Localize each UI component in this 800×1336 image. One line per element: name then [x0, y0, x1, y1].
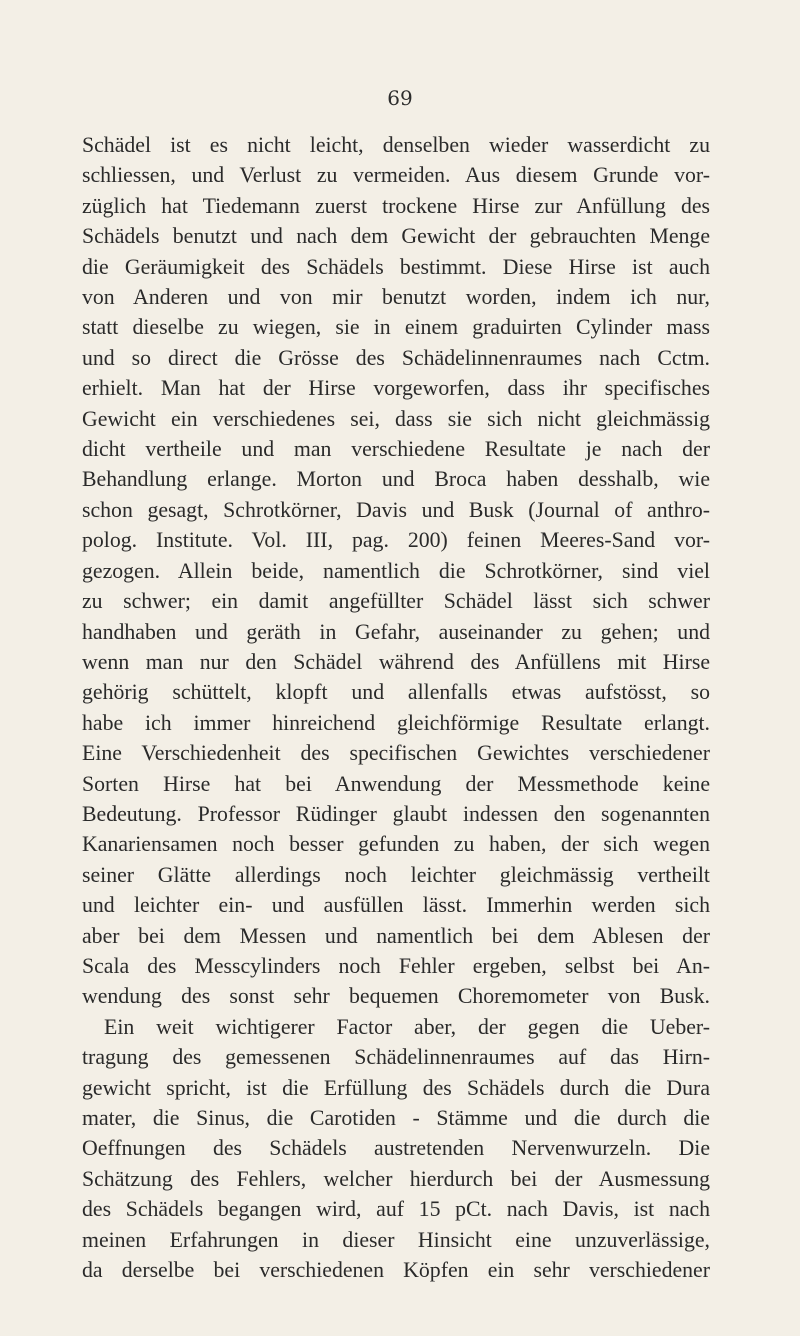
text-line: und leichter ein- und ausfüllen lässt. Immerhin werden sich	[82, 893, 710, 918]
text-line: von Anderen und von mir benutzt worden, indem ich nur,	[82, 285, 710, 310]
text-line: schon gesagt, Schrotkörner, Davis und Busk (Journal of anthro-	[82, 497, 710, 522]
text-line: wendung des sonst sehr bequemen Choremometer von Busk.	[82, 984, 710, 1009]
text-line: meinen Erfahrungen in dieser Hinsicht eine unzuverlässige,	[82, 1227, 710, 1252]
text-line: habe ich immer hinreichend gleichförmige Resultate erlangt.	[82, 710, 710, 735]
text-line: Ein weit wichtigerer Factor aber, der gegen die Ueber-	[104, 1014, 710, 1039]
text-line: und so direct die Grösse des Schädelinnenraumes nach Cctm.	[82, 345, 710, 370]
text-line: Scala des Messcylinders noch Fehler ergeben, selbst bei An-	[82, 953, 710, 978]
text-line: mater, die Sinus, die Carotiden - Stämme und die durch die	[82, 1106, 710, 1130]
page-number: 69	[387, 86, 413, 110]
text-line: Gewicht ein verschiedenes sei, dass sie sich nicht gleichmässig	[82, 406, 710, 431]
text-line: gezogen. Allein beide, namentlich die Schrotkörner, sind viel	[82, 558, 710, 583]
text-line: aber bei dem Messen und namentlich bei dem Ablesen der	[82, 923, 710, 948]
text-line: des Schädels begangen wird, auf 15 pCt. nach Davis, ist nach	[82, 1197, 710, 1222]
text-line: die Geräumigkeit des Schädels bestimmt. Diese Hirse ist auch	[82, 254, 710, 279]
text-line: tragung des gemessenen Schädelinnenraumes auf das Hirn-	[82, 1045, 710, 1070]
text-line: statt dieselbe zu wiegen, sie in einem graduirten Cylinder mass	[82, 315, 710, 340]
text-line: Schätzung des Fehlers, welcher hierdurch bei der Ausmessung	[82, 1166, 710, 1191]
body-text	[82, 130, 710, 1285]
text-line: handhaben und geräth in Gefahr, auseinander zu gehen; und	[82, 619, 710, 644]
text-line: gehörig schüttelt, klopft und allenfalls etwas aufstösst, so	[82, 680, 710, 705]
text-line: Schädels benutzt und nach dem Gewicht der gebrauchten Menge	[82, 224, 710, 249]
text-line: polog. Institute. Vol. III, pag. 200) feinen Meeres-Sand vor-	[82, 528, 710, 553]
text-line: Bedeutung. Professor Rüdinger glaubt indessen den sogenannten	[82, 801, 710, 826]
text-line: Behandlung erlange. Morton und Broca haben desshalb, wie	[82, 467, 710, 492]
text-line: Kanariensamen noch besser gefunden zu haben, der sich wegen	[82, 832, 710, 857]
text-line: Oeffnungen des Schädels austretenden Nervenwurzeln. Die	[82, 1136, 710, 1161]
text-line: gewicht spricht, ist die Erfüllung des Schädels durch die Dura	[82, 1075, 710, 1100]
text-line: Sorten Hirse hat bei Anwendung der Messmethode keine	[82, 771, 710, 796]
text-line: schliessen, und Verlust zu vermeiden. Aus diesem Grunde vor-	[82, 163, 710, 188]
text-line: dicht vertheile und man verschiedene Resultate je nach der	[82, 437, 710, 462]
text-line: erhielt. Man hat der Hirse vorgeworfen, dass ihr specifisches	[82, 376, 710, 401]
text-line: Eine Verschiedenheit des specifischen Gewichtes verschiedener	[82, 741, 710, 766]
text-line: wenn man nur den Schädel während des Anfüllens mit Hirse	[82, 649, 710, 674]
text-line: Schädel ist es nicht leicht, denselben wieder wasserdicht zu	[82, 133, 710, 157]
text-line: zu schwer; ein damit angefüllter Schädel lässt sich schwer	[82, 589, 710, 614]
text-line: züglich hat Tiedemann zuerst trockene Hirse zur Anfüllung des	[82, 193, 710, 218]
text-line: seiner Glätte allerdings noch leichter gleichmässig vertheilt	[82, 862, 710, 887]
text-line: da derselbe bei verschiedenen Köpfen ein sehr verschiedener	[82, 1258, 710, 1283]
